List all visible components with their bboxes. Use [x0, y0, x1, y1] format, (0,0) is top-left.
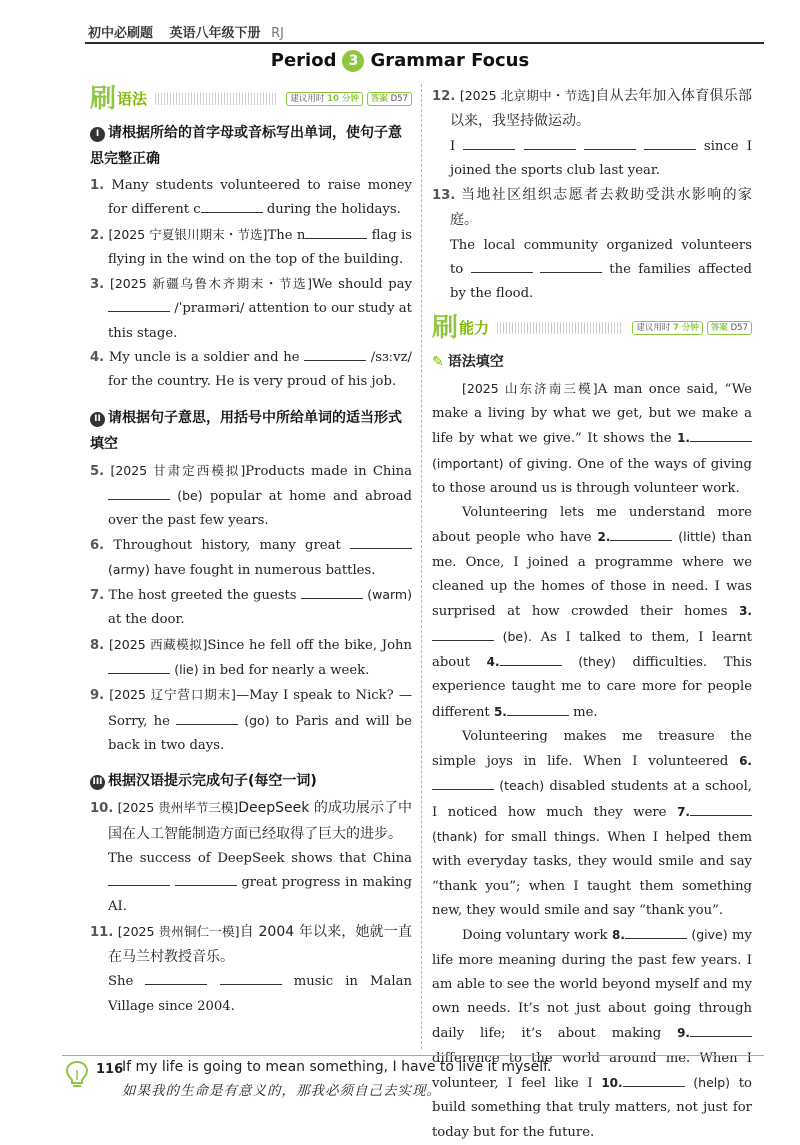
- question-11-english: She music in Malan Village since 2004.: [108, 974, 412, 1014]
- part-heading: II 请根据句子意思，用括号中所给单词的适当形式填空: [90, 409, 402, 452]
- book-edition: RJ: [271, 26, 284, 41]
- answer-blank[interactable]: [432, 628, 494, 641]
- answer-blank[interactable]: [108, 873, 170, 886]
- page-title: Period 3 Grammar Focus: [270, 50, 530, 71]
- section-name: 语法: [117, 89, 148, 108]
- part-heading: I 请根据所给的首字母或音标写出单词，使句子意思完整正确: [90, 125, 402, 167]
- answer-blank[interactable]: [690, 429, 752, 442]
- lightbulb-icon: [64, 1060, 90, 1090]
- column-divider: [421, 84, 422, 1049]
- dot-divider: [497, 322, 622, 334]
- answer-blank[interactable]: [690, 803, 752, 816]
- dot-divider: [155, 93, 276, 105]
- answer-blank[interactable]: [524, 137, 576, 150]
- answer-blank[interactable]: [304, 348, 366, 361]
- answer-blank[interactable]: [507, 703, 569, 716]
- book-name: 初中必刷题: [88, 26, 154, 41]
- answer-blank[interactable]: [108, 487, 170, 500]
- answer-blank[interactable]: [471, 260, 533, 273]
- time-tag: 建议用时 10 分钟: [286, 92, 363, 106]
- pen-icon: ✎: [432, 353, 444, 370]
- answer-blank[interactable]: [584, 137, 636, 150]
- roman-badge: III: [90, 775, 105, 790]
- passage-paragraph-1: [2025 山东济南三模]A man once said, “We make a living by what we get, but we make a life by what we give.” It shows the 1. (important) of giving. One of the ways of giving to those around us is through volunteer work.: [432, 380, 752, 496]
- answer-blank[interactable]: [175, 873, 237, 886]
- book-subject: 英语八年级下册: [169, 26, 261, 41]
- passage-paragraph-4: Doing voluntary work 8. (give) my life more meaning during the past few years. I am able to see the world beyond myself and my own needs. It’s not just about going through daily life; it’s about making 9. difference to the world around me. When I volunteer, I feel like I 10. (help) to build something that truly matters, not just for today but for the future.: [432, 927, 752, 1140]
- section-name: 能力: [459, 318, 490, 337]
- answer-blank[interactable]: [540, 260, 602, 273]
- header-rule: [85, 42, 764, 44]
- question-8: 8. [2025 西藏模拟]Since he fell off the bike, John (lie) in bed for nearly a week.: [90, 636, 412, 679]
- question-11: 11. [2025 贵州铜仁一模]自 2004 年以来，她就一直在马兰村教授音乐。: [90, 923, 412, 966]
- question-6: 6. Throughout history, many great (army) have fought in numerous battles.: [90, 534, 412, 584]
- passage-paragraph-2: Volunteering lets me understand more about people who have 2. (little) than me. Once, I joined a programme where we cleaned up the homes of those in need. I was surprised at how crowded their homes 3. (be). As I talked to them, I learnt about 4. (they) difficulties. This experience taught me to care more for people different 5. me.: [432, 505, 752, 720]
- period-number-badge: 3: [342, 50, 364, 72]
- answer-blank[interactable]: [176, 712, 238, 725]
- question-1: 1. Many students volunteered to raise money for different c during the holidays.: [90, 178, 412, 218]
- right-column: [432, 84, 752, 1145]
- answer-blank[interactable]: [145, 972, 207, 985]
- question-13: 13. 当地社区组织志愿者去救助受洪水影响的家庭。: [432, 187, 752, 229]
- answer-tag: 答案 D57: [367, 92, 412, 106]
- footer-quote-cn: 如果我的生命是有意义的，那我必须自己去实现。: [122, 1083, 441, 1099]
- time-tag: 建议用时 7 分钟: [632, 321, 703, 335]
- roman-badge: II: [90, 412, 105, 427]
- roman-badge: I: [90, 127, 105, 142]
- book-header: [88, 22, 284, 41]
- answer-tag: 答案 D57: [707, 321, 752, 335]
- brush-mark-icon: 刷: [90, 84, 117, 114]
- question-2: 2. [2025 宁夏银川期末・节选]The n flag is flying in the wind on the top of the building.: [90, 226, 413, 267]
- grammar-column: [90, 84, 412, 1019]
- answer-blank[interactable]: [690, 1024, 752, 1037]
- answer-blank[interactable]: [108, 661, 170, 674]
- passage-paragraph-3: Volunteering makes me treasure the simple joys in life. When I volunteered 6. (teach) disabled students at a school, I noticed how much they were 7. (thank) for small things. When I helped them with everyday tasks, they would smile and say “thank you”; when I taught them something new, they would smile and say “thank you”.: [432, 728, 752, 918]
- question-7: 7. The host greeted the guests (warm) at the door.: [90, 587, 412, 628]
- grammar-section-header: [90, 84, 412, 114]
- page-number: 116: [96, 1062, 124, 1077]
- answer-blank[interactable]: [350, 536, 412, 549]
- question-12-english: I since I joined the sports club last year.: [450, 138, 752, 178]
- answer-blank[interactable]: [644, 137, 696, 150]
- answer-blank[interactable]: [201, 200, 263, 213]
- answer-blank[interactable]: [301, 586, 363, 599]
- page-footer: [62, 1055, 764, 1104]
- answer-blank[interactable]: [432, 777, 494, 790]
- answer-blank[interactable]: [305, 226, 367, 239]
- answer-blank[interactable]: [220, 972, 282, 985]
- question-13-english: The local community organized volunteers to the families affected by the flood.: [450, 237, 752, 302]
- question-12: 12. [2025 北京期中・节选]自从去年加入体育俱乐部以来，我坚持做运动。: [432, 88, 753, 130]
- question-10: 10. [2025 贵州毕节三模]DeepSeek 的成功展示了中国在人工智能制造方面已经取得了巨大的进步。: [90, 800, 412, 842]
- answer-blank[interactable]: [108, 299, 170, 312]
- question-3: 3. [2025 新疆乌鲁木齐期末・节选]We should pay /ˈpraɪməri/ attention to our study at this stage.: [90, 276, 412, 341]
- question-9: 9. [2025 辽宁营口期末]—May I speak to Nick? —Sorry, he (go) to Paris and will be back in two days.: [90, 687, 412, 753]
- footer-quote-en: If my life is going to mean something, I have to live it myself.: [122, 1059, 552, 1075]
- answer-blank[interactable]: [500, 653, 562, 666]
- exercise-title: ✎ 语法填空: [432, 353, 504, 370]
- answer-blank[interactable]: [625, 926, 687, 939]
- brush-mark-icon: 刷: [432, 312, 459, 343]
- question-10-english: The success of DeepSeek shows that China great progress in making AI.: [108, 850, 412, 915]
- part-heading: III 根据汉语提示完成句子(每空一词): [90, 768, 412, 794]
- ability-section-header: [432, 313, 752, 343]
- question-4: 4. My uncle is a soldier and he /sɜːvz/ for the country. He is very proud of his job.: [90, 350, 412, 390]
- question-5: 5. [2025 甘肃定西模拟]Products made in China (be) popular at home and abroad over the past few years.: [90, 462, 412, 529]
- answer-blank[interactable]: [463, 137, 515, 150]
- answer-blank[interactable]: [610, 528, 672, 541]
